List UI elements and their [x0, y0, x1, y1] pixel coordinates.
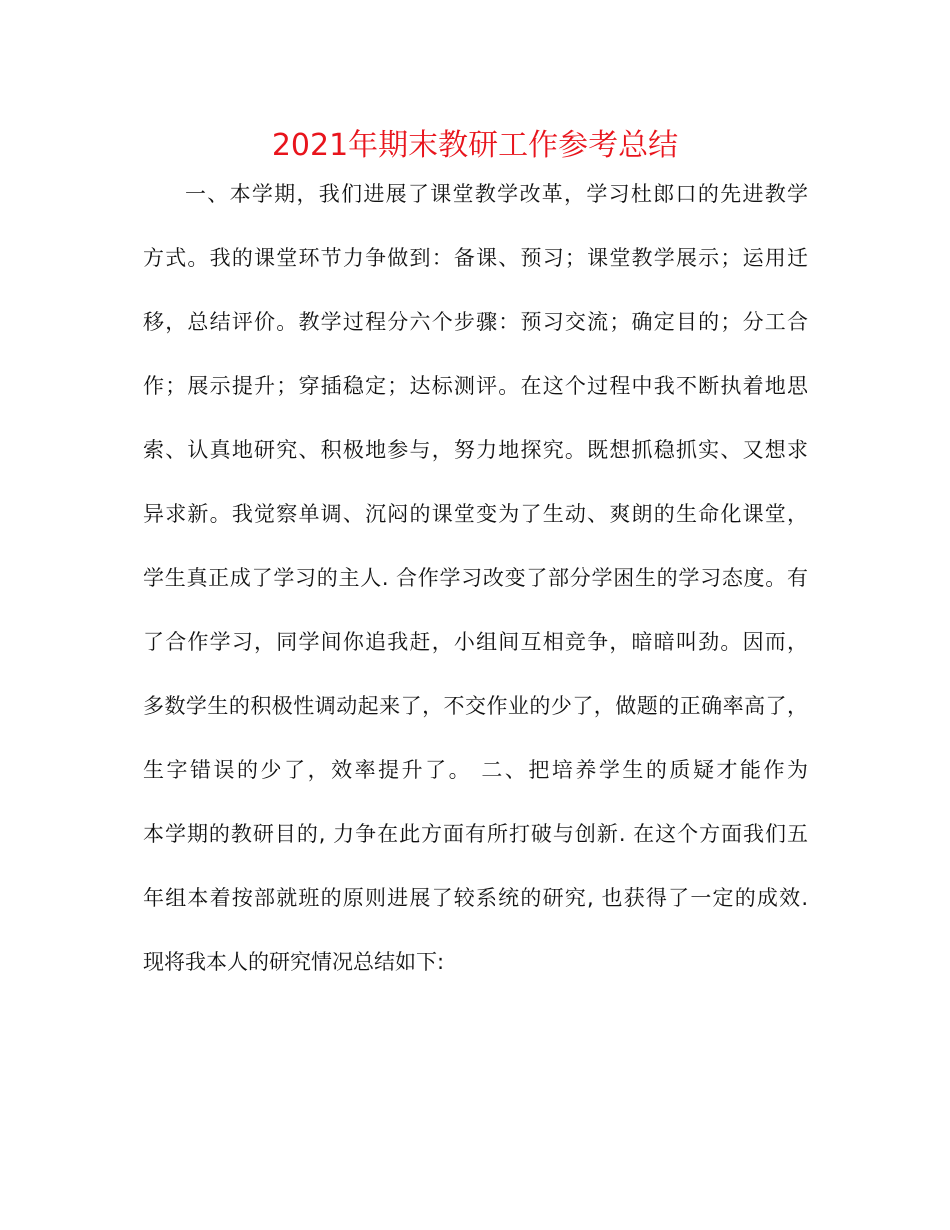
body-line: 移，总结评价。教学过程分六个步骤：预习交流；确定目的；分工合	[143, 310, 808, 334]
body-line: 异求新。我觉察单调、沉闷的课堂变为了生动、爽朗的生命化课堂，	[143, 502, 808, 526]
body-line: 一、本学期，我们进展了课堂教学改革，学习杜郎口的先进教学	[185, 182, 808, 206]
body-line: 学生真正成了学习的主人. 合作学习改变了部分学困生的学习态度。有	[143, 566, 808, 590]
body-line: 方式。我的课堂环节力争做到：备课、预习；课堂教学展示；运用迁	[143, 246, 808, 270]
body-line: 本学期的教研目的, 力争在此方面有所打破与创新. 在这个方面我们五	[143, 822, 808, 846]
body-line: 现将我本人的研究情况总结如下:	[143, 950, 445, 974]
body-line: 了合作学习，同学间你追我赶，小组间互相竞争，暗暗叫劲。因而，	[143, 630, 808, 654]
document-body	[143, 172, 808, 1004]
body-line: 作；展示提升；穿插稳定；达标测评。在这个过程中我不断执着地思	[143, 374, 808, 398]
body-line: 索、认真地研究、积极地参与，努力地探究。既想抓稳抓实、又想求	[143, 438, 808, 462]
document-title: 2021年期末教研工作参考总结	[271, 128, 679, 163]
body-line: 多数学生的积极性调动起来了，不交作业的少了，做题的正确率高了，	[143, 694, 808, 718]
body-line: 生字错误的少了，效率提升了。 二、把培养学生的质疑才能作为	[143, 758, 808, 782]
body-line: 年组本着按部就班的原则进展了较系统的研究, 也获得了一定的成效.	[143, 886, 808, 910]
